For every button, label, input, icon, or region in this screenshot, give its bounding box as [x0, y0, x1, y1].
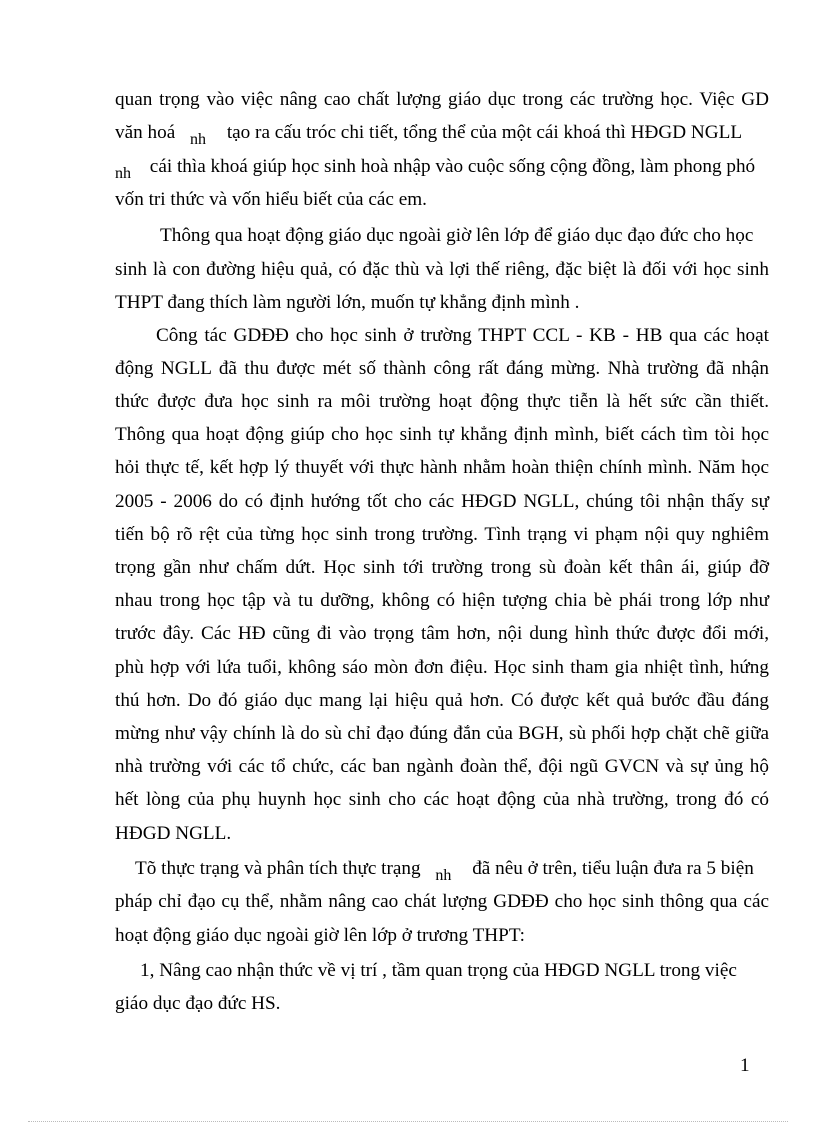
paragraph-line: quan trọng vào việc nâng cao chất lượng giáo dục trong các trường học. Việc GD [115, 89, 769, 110]
page-footer-divider [28, 1121, 788, 1122]
paragraph-line: phù hợp với lứa tuổi, không sáo mòn đơn điệu. Học sinh tham gia nhiệt tình, hứng [115, 657, 769, 678]
paragraph-line: hoạt động giáo dục ngoài giờ lên lớp ở trương THPT: [115, 925, 525, 946]
paragraph-line: hỏi thực tế, kết hợp lý thuyết với thực hành nhằm hoàn thiện chính mình. Năm học [115, 457, 769, 478]
paragraph-line: động NGLL đã thu được mét số thành công rất đáng mừng. Nhà trường đã nhận [115, 358, 769, 379]
text-fragment: Tõ thực trạng và phân tích thực trạng [135, 858, 421, 879]
paragraph-line [115, 121, 742, 146]
paragraph-line [135, 857, 754, 882]
paragraph-line: HĐGD NGLL. [115, 823, 232, 844]
paragraph-line: hết lòng của phụ huynh học sinh cho các hoạt động của nhà trường, trong đó có [115, 789, 769, 810]
inline-small-text: nh [435, 867, 452, 884]
paragraph-line: nhà trường với các tổ chức, các ban ngành đoàn thể, đội ngũ GVCN và sự ủng hộ [115, 756, 769, 777]
paragraph-line: trọng gần như chấm dứt. Học sinh tới trường trong sù đoàn kết thân ái, giúp đỡ [115, 557, 769, 578]
paragraph-line: Thông qua hoạt động giáo dục ngoài giờ lên lớp để giáo dục đạo đức cho học [160, 225, 754, 246]
paragraph-line: trước đây. Các HĐ cũng đi vào trọng tâm hơn, nội dung hình thức được đổi mới, [115, 623, 769, 644]
paragraph-line: vốn tri thức và vốn hiểu biết của các em. [115, 189, 427, 210]
paragraph-line: mừng như vậy chính là do sù chỉ đạo đúng đắn của BGH, sù phối hợp chặt chẽ giữa [115, 723, 769, 744]
paragraph-line [115, 155, 755, 180]
paragraph-line: tiến bộ rõ rệt của từng học sinh trong trường. Tình trạng vi phạm nội quy nghiêm [115, 524, 769, 545]
page-number: 1 [740, 1055, 750, 1076]
paragraph-line: nhau trong học tập và tu dưỡng, không có hiện tượng chia bè phái trong lớp như [115, 590, 769, 611]
paragraph-line: THPT đang thích làm người lớn, muốn tự khẳng định mình . [115, 292, 580, 313]
paragraph-line: Thông qua hoạt động giúp cho học sinh tự khẳng định mình, biết cách tìm tòi học [115, 424, 769, 445]
paragraph-line: thức được đưa học sinh ra môi trường hoạt động thực tiễn là hết sức cần thiết. [115, 391, 769, 412]
inline-small-text: nh [115, 165, 131, 182]
text-fragment: cái thìa khoá giúp học sinh hoà nhập vào cuộc sống cộng đồng, làm phong phó [149, 156, 756, 177]
paragraph-line: giáo dục đạo đức HS. [115, 993, 281, 1014]
paragraph-line: Công tác GDĐĐ cho học sinh ở trường THPT CCL - KB - HB qua các hoạt [156, 325, 769, 346]
paragraph-line: sinh là con đường hiệu quả, có đặc thù và lợi thế riêng, đặc biệt là đối với học sinh [115, 259, 769, 280]
paragraph-line: pháp chỉ đạo cụ thể, nhằm nâng cao chát lượng GDĐĐ cho học sinh thông qua các [115, 891, 769, 912]
text-fragment: đã nêu ở trên, tiểu luận đưa ra 5 biện [472, 858, 754, 879]
paragraph-line: thú hơn. Do đó giáo dục mang lại hiệu quả hơn. Có được kết quả bước đầu đáng [115, 690, 769, 711]
paragraph-line: 1, Nâng cao nhận thức về vị trí , tầm quan trọng của HĐGD NGLL trong việc [140, 960, 737, 981]
text-fragment: văn hoá [115, 122, 176, 143]
text-fragment: tạo ra cấu tróc chi tiết, tổng thể của một cái khoá thì HĐGD NGLL [226, 122, 743, 143]
paragraph-line: 2005 - 2006 do có định hướng tốt cho các HĐGD NGLL, chúng tôi nhận thấy sự [115, 491, 769, 512]
inline-small-text: nh [190, 131, 207, 148]
